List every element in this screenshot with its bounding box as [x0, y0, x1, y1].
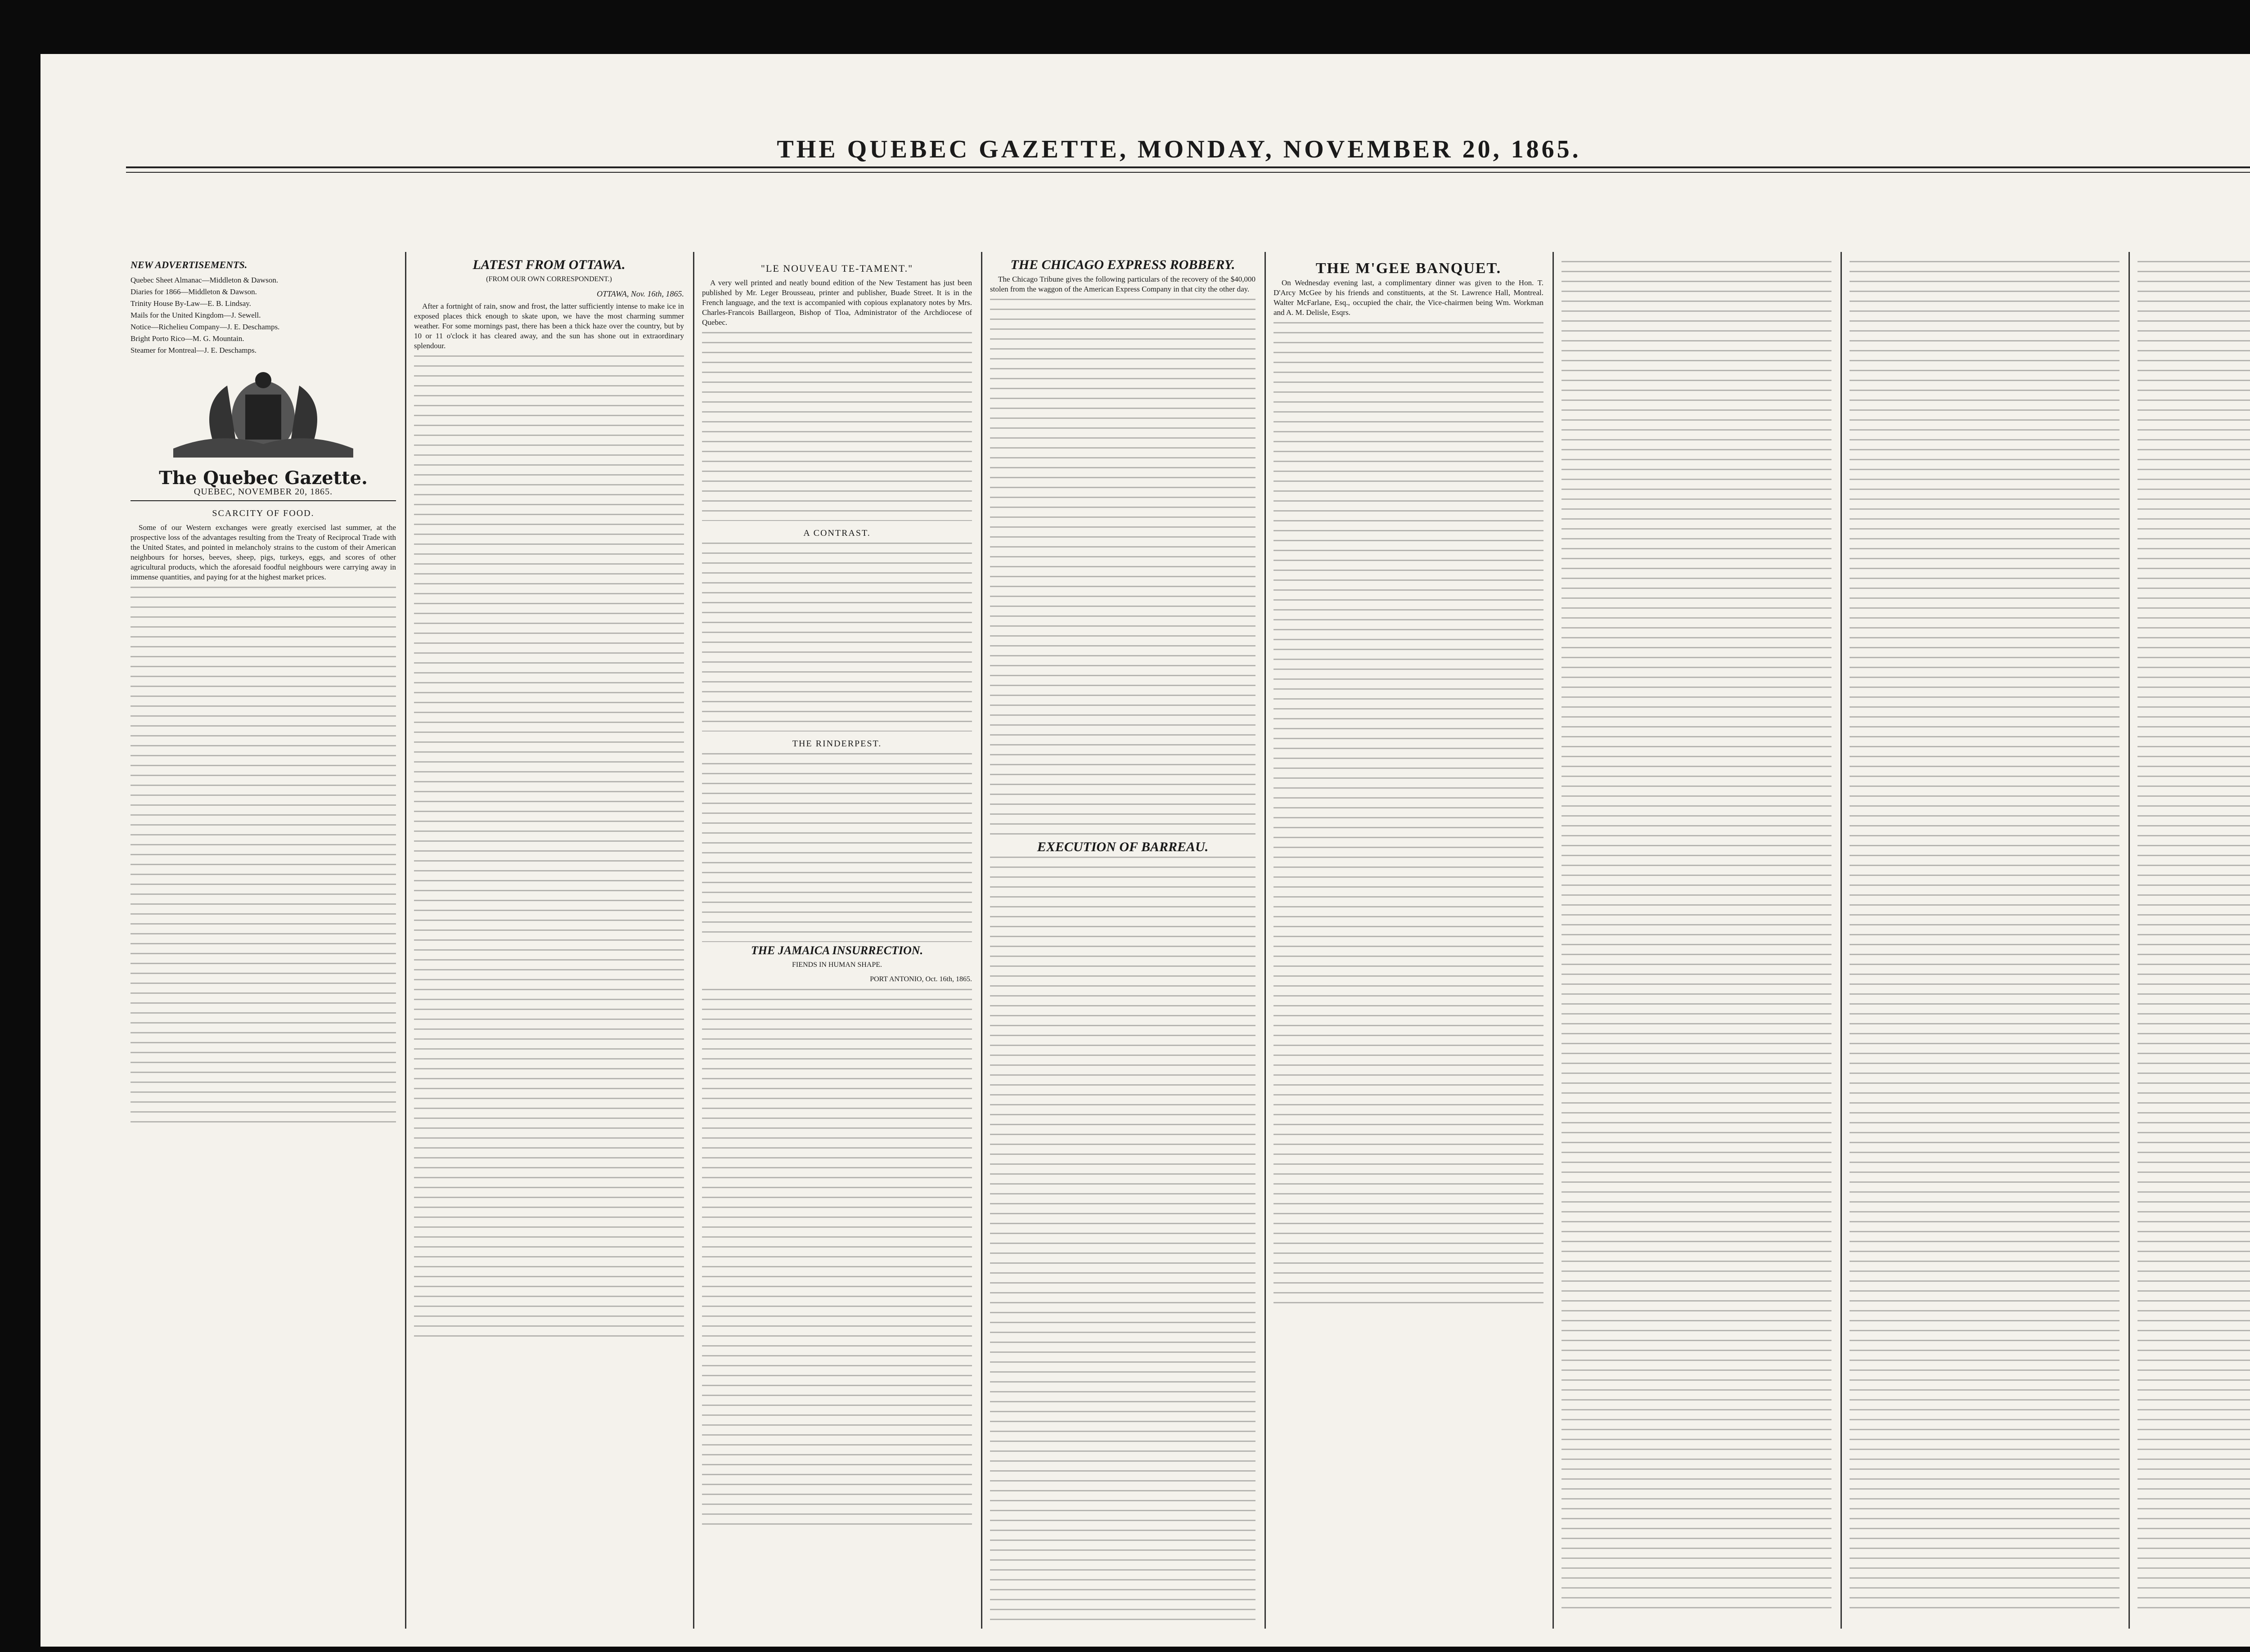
article-lead: Some of our Western exchanges were greatly exercised last summer, at the prospective loss of the advantages resulting from the Treaty of Reciprocal Trade with the United States, and pointed in melancholy strains to the custom of their American neighbours for horses, beeves, sheep, pigs, turkeys, eggs, and scores of other agricultural products, which the aforesaid foodful neighbours were carrying away in immense quantities, and paying for at the highest market prices.	[130, 523, 396, 581]
ads-list	[130, 274, 396, 356]
column-rule	[693, 252, 694, 1629]
ad-item: Steamer for Montreal—J. E. Deschamps.	[130, 346, 256, 355]
column-rule	[2128, 252, 2130, 1629]
article-lead: A very well printed and neatly bound edition of the New Testament has just been published by Mr. Leger Brousseau, printer and publisher, Buade Street. It is in the French language, and the text is accompanied with copious explanatory notes by Mrs. Charles-Francois Baillargeon, Bishop of Tloa, Administrator of the Archdiocese of Quebec.	[702, 278, 972, 327]
article-text-lines	[2138, 261, 2250, 1611]
dateline: PORT ANTONIO, Oct. 16th, 1865.	[870, 975, 972, 983]
subhead: (FROM OUR OWN CORRESPONDENT.)	[486, 275, 612, 283]
column-rule	[1552, 252, 1554, 1629]
subhead: FIENDS IN HUMAN SHAPE.	[792, 961, 882, 969]
masthead-rule-top	[126, 166, 2250, 168]
column-ottawa	[414, 256, 684, 1624]
column-rule	[1840, 252, 1842, 1629]
headline: THE CHICAGO EXPRESS ROBBERY.	[1010, 257, 1235, 272]
article-lead: After a fortnight of rain, snow and frost, the latter sufficiently intense to make ice in exposed places thick enough to skate upon, we have the most charming summer weather. For some mornings past, there has been a thick haze over the country, but by 10 or 11 o'clock it has cleared away, and the sun has shone out in extraordinary splendour.	[414, 302, 684, 350]
column-continuation	[1562, 256, 1832, 1624]
article-text-lines	[702, 753, 972, 942]
column-miscellany	[702, 256, 972, 1624]
dateline: OTTAWA, Nov. 16th, 1865.	[597, 289, 684, 298]
subheadline: EXECUTION OF BARREAU.	[1037, 839, 1209, 854]
column-continuation	[1850, 256, 2120, 1624]
ad-item: Quebec Sheet Almanac—Middleton & Dawson.	[130, 276, 279, 284]
article-text-lines	[990, 299, 1256, 839]
ad-item: Notice—Richelieu Company—J. E. Deschamps.	[130, 323, 280, 331]
article-text-lines	[130, 587, 396, 1127]
article-lead: The Chicago Tribune gives the following particulars of the recovery of the $40,000 stolen from the waggon of the American Express Company in that city the other day.	[990, 275, 1256, 293]
ad-item: Diaries for 1866—Middleton & Dawson.	[130, 287, 257, 296]
headline: "LE NOUVEAU TE-TAMENT."	[760, 263, 914, 274]
article-text-lines	[990, 857, 1256, 1624]
article-text-lines	[1562, 261, 1832, 1611]
newspaper-page	[40, 54, 2250, 1647]
article-text-lines	[702, 332, 972, 521]
ad-item: Bright Porto Rico—M. G. Mountain.	[130, 334, 244, 343]
column-editorial	[130, 256, 396, 1624]
article-text-lines	[702, 989, 972, 1529]
dateline: QUEBEC, NOVEMBER 20, 1865.	[130, 487, 396, 501]
masthead: THE QUEBEC GAZETTE, MONDAY, NOVEMBER 20, 1865.	[777, 135, 1581, 163]
subheadline: A CONTRAST.	[803, 528, 871, 538]
royal-arms-engraving	[130, 365, 396, 469]
column-chicago	[990, 256, 1256, 1624]
article-lead: On Wednesday evening last, a complimentary dinner was given to the Hon. T. D'Arcy McGee by his friends and constituents, at the St. Lawrence Hall, Montreal. Walter McFarlane, Esq., occupied the chair, the Vice-chairmen being Wm. Workman and A. M. Delisle, Esqrs.	[1274, 278, 1544, 317]
ad-item: Mails for the United Kingdom—J. Sewell.	[130, 311, 261, 319]
column-banquet	[1274, 256, 1544, 1624]
column-rule	[405, 252, 406, 1629]
headline: SCARCITY OF FOOD.	[212, 508, 315, 518]
article-text-lines	[1850, 261, 2120, 1611]
headline: THE M'GEE BANQUET.	[1315, 260, 1502, 277]
column-continuation	[2138, 256, 2250, 1624]
ad-item: Trinity House By-Law—E. B. Lindsay.	[130, 299, 251, 308]
ads-heading: NEW ADVERTISEMENTS.	[130, 259, 248, 270]
subheadline: THE RINDERPEST.	[792, 739, 882, 749]
article-text-lines	[1274, 322, 1544, 1312]
paper-title: The Quebec Gazette.	[159, 467, 368, 489]
article-text-lines	[702, 543, 972, 732]
column-rule	[981, 252, 982, 1629]
headline: LATEST FROM OTTAWA.	[472, 257, 626, 272]
column-rule	[1264, 252, 1266, 1629]
masthead-rule-bottom	[126, 172, 2250, 173]
subheadline: THE JAMAICA INSURRECTION.	[751, 944, 923, 957]
coat-of-arms-icon	[146, 368, 380, 467]
article-text-lines	[414, 355, 684, 1345]
